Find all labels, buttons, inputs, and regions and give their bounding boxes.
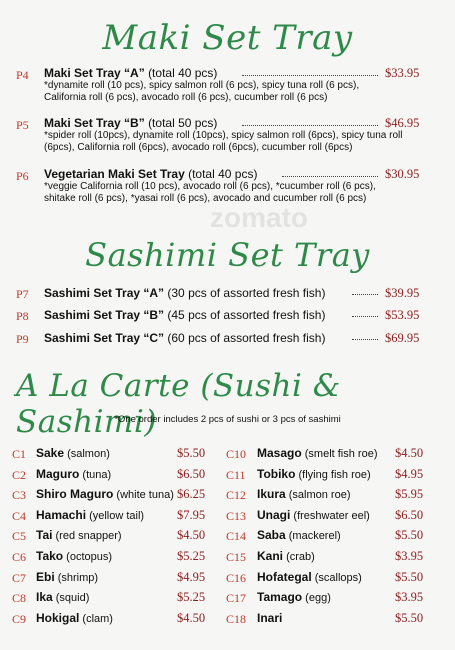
item-code: P4	[16, 68, 29, 82]
item-price: $4.50	[177, 610, 206, 625]
item-price: $3.95	[395, 549, 424, 563]
item-price: $5.25	[177, 549, 206, 563]
leader-dots	[242, 69, 378, 76]
item-price: $33.95	[385, 66, 420, 80]
item-price: $5.95	[395, 487, 424, 502]
item-price: $3.95	[395, 590, 424, 605]
leader-dots	[242, 119, 378, 126]
sashimi-heading: Sashimi Set Tray	[85, 236, 370, 274]
item-code: C11	[226, 467, 246, 482]
item-code: C15	[226, 550, 247, 564]
item-title: Tai (red snapper)	[36, 528, 122, 543]
watermark: zomato	[210, 202, 308, 233]
item-code: P5	[16, 118, 29, 132]
item-code: C16	[226, 570, 247, 585]
order-note: *One order includes 2 pcs of sushi or 3 pcs of sashimi	[114, 414, 341, 425]
item-code: C1	[12, 447, 27, 461]
item-code: C17	[226, 591, 247, 606]
item-title: Hofategal (scallops)	[257, 569, 362, 584]
item-code: P8	[16, 309, 29, 323]
item-code: C18	[226, 611, 247, 626]
item-title: Shiro Maguro (white tuna)	[36, 487, 174, 502]
item-price: $6.50	[177, 466, 206, 481]
item-title: Maguro (tuna)	[36, 466, 112, 481]
item-title: Sashimi Set Tray “A” (30 pcs of assorted fresh fish)	[44, 286, 326, 300]
item-price: $5.50	[177, 446, 206, 460]
item-code: C4	[12, 508, 27, 523]
leader-dots	[352, 310, 378, 317]
item-price: $4.95	[177, 569, 206, 584]
item-price: $39.95	[385, 286, 420, 300]
item-title: Maki Set Tray “B” (total 50 pcs)	[44, 116, 218, 130]
item-title: Hokigal (clam)	[36, 610, 113, 625]
item-code: P7	[16, 287, 29, 301]
item-price: $7.95	[177, 507, 206, 522]
item-title: Saba (mackerel)	[257, 528, 341, 543]
item-title: Sake (salmon)	[36, 446, 110, 460]
item-title: Vegetarian Maki Set Tray (total 40 pcs)	[44, 167, 258, 181]
item-code: P6	[16, 169, 29, 183]
item-title: Tobiko (flying fish roe)	[257, 466, 371, 481]
item-price: $5.50	[395, 528, 424, 543]
item-title: Sashimi Set Tray “C” (60 pcs of assorted fresh fish)	[44, 331, 326, 345]
item-code: C12	[226, 488, 247, 503]
item-desc: *veggie California roll (10 pcs), avocado roll (6 pcs), *cucumber roll (6 pcs), shitake roll (6 pcs), *yasai roll (6 pcs), avocado and cucumber roll (6 pcs)	[44, 181, 376, 204]
item-title: Ebi (shrimp)	[36, 569, 99, 584]
item-price: $30.95	[385, 167, 420, 181]
item-code: C2	[12, 467, 27, 482]
item-price: $5.50	[395, 610, 424, 625]
alacarte-heading: A La Carte (Sushi & Sashimi)	[16, 368, 341, 440]
item-price: $53.95	[385, 308, 420, 322]
item-title: Masago (smelt fish roe)	[257, 446, 378, 460]
item-price: $4.95	[395, 466, 424, 481]
item-code: C8	[12, 591, 27, 606]
item-desc: *spider roll (10pcs), dynamite roll (10pcs), spicy salmon roll (6pcs), spicy tuna roll (6pcs), California roll (6pcs), avocado roll (6pcs), cucumber roll (6pcs)	[44, 130, 403, 153]
item-code: C6	[12, 550, 27, 564]
item-price: $5.25	[177, 590, 206, 605]
item-title: Kani (crab)	[257, 549, 315, 563]
item-title: Tamago (egg)	[257, 590, 331, 605]
leader-dots	[282, 170, 378, 177]
leader-dots	[352, 333, 378, 340]
leader-dots	[352, 288, 378, 295]
item-price: $69.95	[385, 331, 420, 345]
item-price: $4.50	[395, 446, 424, 460]
item-code: C7	[12, 570, 27, 585]
item-price: $5.50	[395, 569, 424, 584]
item-code: C3	[12, 488, 27, 503]
item-price: $6.25	[177, 487, 206, 502]
item-code: C9	[12, 611, 27, 626]
item-price: $46.95	[385, 116, 420, 130]
item-code: C5	[12, 529, 27, 544]
item-code: C10	[226, 447, 247, 461]
item-price: $4.50	[177, 528, 206, 543]
item-title: Sashimi Set Tray “B” (45 pcs of assorted fresh fish)	[44, 308, 326, 322]
item-title: Hamachi (yellow tail)	[36, 507, 145, 522]
item-title: Maki Set Tray “A” (total 40 pcs)	[44, 66, 218, 80]
item-desc: *dynamite roll (10 pcs), spicy salmon roll (6 pcs), spicy tuna roll (6 pcs), California roll (6 pcs), avocado roll (6 pcs), cucumber roll (6 pcs)	[44, 80, 360, 103]
item-code: C13	[226, 508, 247, 523]
item-title: Unagi (freshwater eel)	[257, 507, 370, 522]
item-title: Inari	[257, 610, 283, 625]
item-code: P9	[16, 332, 29, 346]
item-title: Ikura (salmon roe)	[257, 487, 351, 502]
item-title: Ika (squid)	[36, 590, 90, 605]
item-price: $6.50	[395, 507, 424, 522]
item-code: C14	[226, 529, 247, 544]
item-title: Tako (octopus)	[36, 549, 113, 563]
maki-heading: Maki Set Tray	[102, 18, 353, 58]
